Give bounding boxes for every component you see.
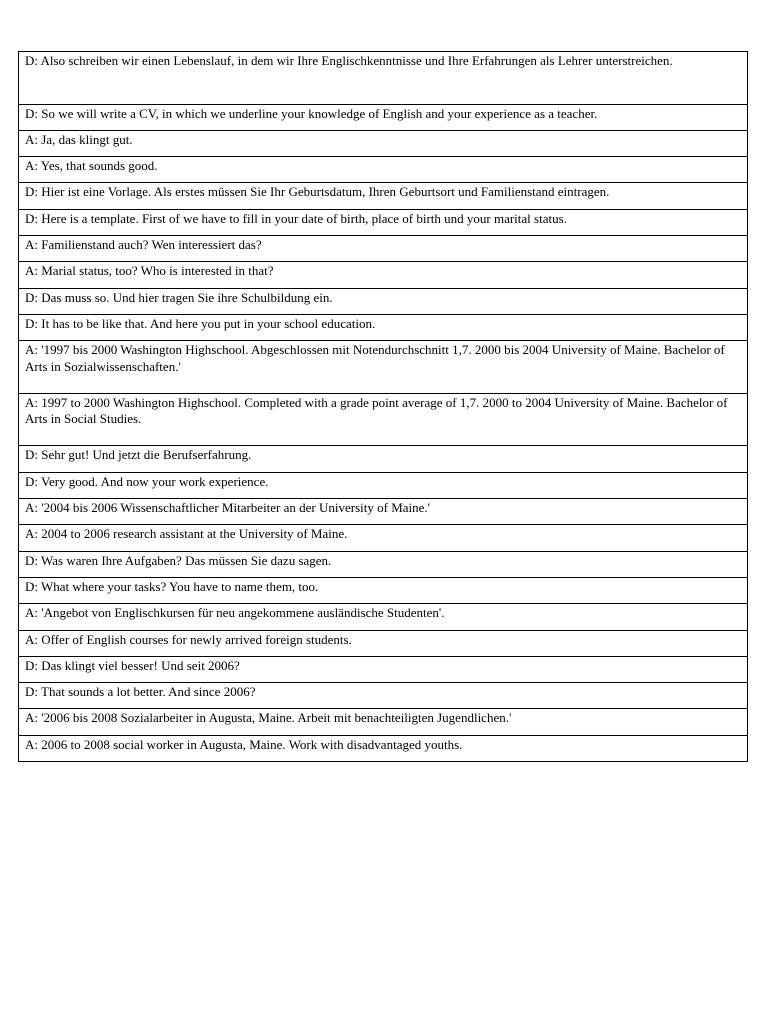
table-row bbox=[19, 130, 748, 156]
table-row bbox=[19, 157, 748, 183]
dialogue-line: A: '1997 bis 2000 Washington Highschool. Abgeschlossen mit Notendurchschnitt 1,7. 2000 bis 2004 University of Maine. Bachelor of Arts in Sozialwissenschaften.' bbox=[19, 341, 748, 394]
table-row bbox=[19, 525, 748, 551]
dialogue-line: A: '2004 bis 2006 Wissenschaftlicher Mitarbeiter an der University of Maine.' bbox=[19, 499, 748, 525]
table-row bbox=[19, 472, 748, 498]
table-row bbox=[19, 604, 748, 630]
table-row bbox=[19, 499, 748, 525]
table-row bbox=[19, 104, 748, 130]
dialogue-line: D: Very good. And now your work experience. bbox=[19, 472, 748, 498]
dialogue-table bbox=[18, 51, 748, 762]
dialogue-line: A: Yes, that sounds good. bbox=[19, 157, 748, 183]
dialogue-line: A: Marial status, too? Who is interested in that? bbox=[19, 262, 748, 288]
table-row bbox=[19, 52, 748, 105]
dialogue-line: A: 1997 to 2000 Washington Highschool. Completed with a grade point average of 1,7. 2000 to 2004 University of Maine. Bachelor of Arts in Social Studies. bbox=[19, 393, 748, 446]
table-row bbox=[19, 183, 748, 209]
table-row bbox=[19, 236, 748, 262]
dialogue-line: D: Das klingt viel besser! Und seit 2006? bbox=[19, 656, 748, 682]
dialogue-table-body bbox=[19, 52, 748, 762]
table-row bbox=[19, 262, 748, 288]
table-row bbox=[19, 209, 748, 235]
table-row bbox=[19, 656, 748, 682]
table-row bbox=[19, 446, 748, 472]
dialogue-line: D: Was waren Ihre Aufgaben? Das müssen Sie dazu sagen. bbox=[19, 551, 748, 577]
table-row bbox=[19, 683, 748, 709]
table-row bbox=[19, 630, 748, 656]
dialogue-line: D: That sounds a lot better. And since 2006? bbox=[19, 683, 748, 709]
table-row bbox=[19, 314, 748, 340]
dialogue-line: A: '2006 bis 2008 Sozialarbeiter in Augusta, Maine. Arbeit mit benachteiligten Jugendlichen.' bbox=[19, 709, 748, 735]
table-row bbox=[19, 341, 748, 394]
dialogue-line: D: Here is a template. First of we have to fill in your date of birth, place of birth und your marital status. bbox=[19, 209, 748, 235]
dialogue-line: A: Offer of English courses for newly arrived foreign students. bbox=[19, 630, 748, 656]
dialogue-line: D: Hier ist eine Vorlage. Als erstes müssen Sie Ihr Geburtsdatum, Ihren Geburtsort und Familienstand eintragen. bbox=[19, 183, 748, 209]
dialogue-line: D: Also schreiben wir einen Lebenslauf, in dem wir Ihre Englischkenntnisse und Ihre Erfahrungen als Lehrer unterstreichen. bbox=[19, 52, 748, 105]
dialogue-line: A: Ja, das klingt gut. bbox=[19, 130, 748, 156]
dialogue-line: A: Familienstand auch? Wen interessiert das? bbox=[19, 236, 748, 262]
table-row bbox=[19, 577, 748, 603]
table-row bbox=[19, 551, 748, 577]
dialogue-line: D: Sehr gut! Und jetzt die Berufserfahrung. bbox=[19, 446, 748, 472]
table-row bbox=[19, 735, 748, 761]
dialogue-line: D: Das muss so. Und hier tragen Sie ihre Schulbildung ein. bbox=[19, 288, 748, 314]
table-row bbox=[19, 288, 748, 314]
dialogue-line: D: So we will write a CV, in which we underline your knowledge of English and your experience as a teacher. bbox=[19, 104, 748, 130]
dialogue-line: D: What where your tasks? You have to name them, too. bbox=[19, 577, 748, 603]
table-row bbox=[19, 709, 748, 735]
dialogue-line: D: It has to be like that. And here you put in your school education. bbox=[19, 314, 748, 340]
dialogue-line: A: 2006 to 2008 social worker in Augusta, Maine. Work with disadvantaged youths. bbox=[19, 735, 748, 761]
dialogue-line: A: 2004 to 2006 research assistant at the University of Maine. bbox=[19, 525, 748, 551]
dialogue-line: A: 'Angebot von Englischkursen für neu angekommene ausländische Studenten'. bbox=[19, 604, 748, 630]
table-row bbox=[19, 393, 748, 446]
